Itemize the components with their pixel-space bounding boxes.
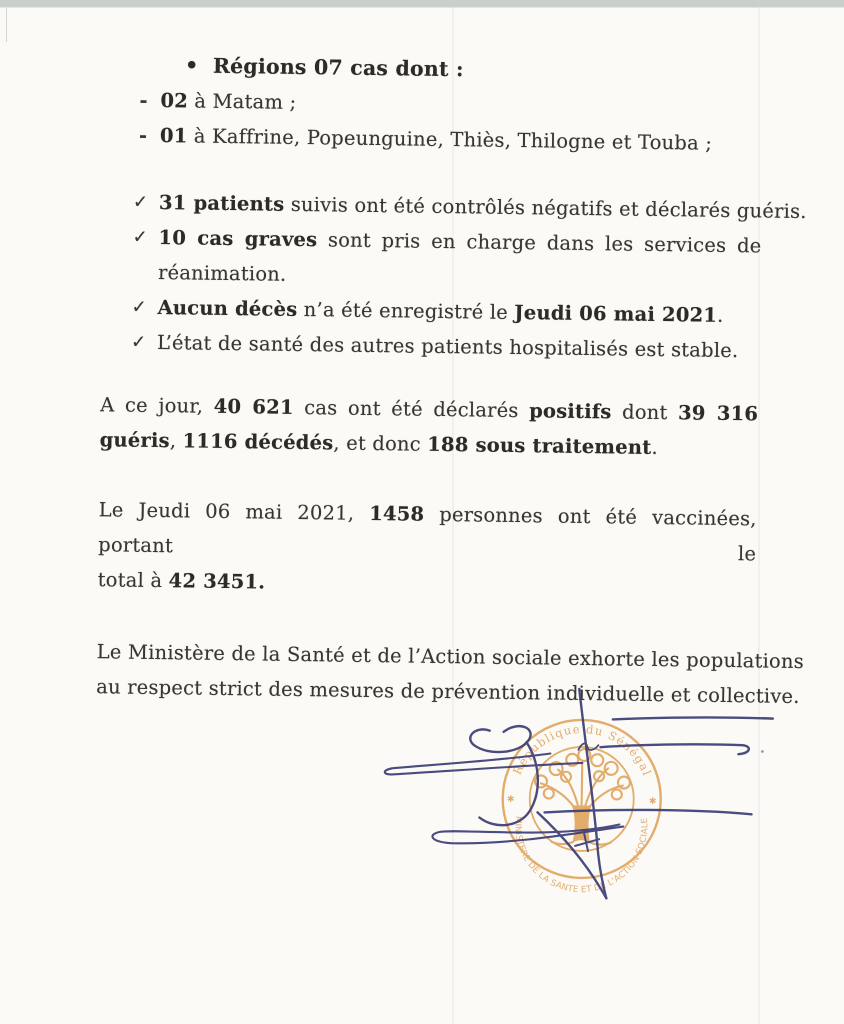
text-run: cas ont été déclarés [293,395,530,423]
signature-block [376,679,803,917]
text-run: Jeudi 06 mai 2021 [514,300,718,327]
text-run: dont [611,400,679,425]
text-run: 40 621 [213,394,294,419]
check-item-etat-stable [130,325,760,368]
check-icon: ✓ [132,226,148,248]
text-run: réanimation. [157,260,287,286]
text-run: suivis ont été contrôlés négatifs et déclarés guéris. [284,192,807,224]
text-run: 31 patients [158,191,285,216]
dash-icon: - [138,123,148,147]
paragraph-totals [99,387,758,466]
text-run: . [651,435,658,459]
check-icon: ✓ [131,296,147,318]
text-run: 188 sous traitement [427,432,652,459]
text-run: Régions 07 cas dont : [212,53,464,82]
text-run: personnes ont été vaccinées, portant le [98,502,757,566]
text-run: à Matam ; [187,89,297,114]
text-run: , et donc [333,431,428,456]
check-icon: ✓ [132,191,149,213]
text-run: Aucun décès [157,295,298,321]
text-run: 10 cas graves [158,225,318,252]
text-run: au respect strict des mesures de prévention individuelle et collective. [96,675,800,708]
ink-dot [761,750,764,753]
text-line [130,325,760,368]
text-run: 42 3451. [168,569,266,594]
text-run: . [716,303,724,327]
bullet-icon: • [184,52,199,78]
text-run: , [169,429,183,453]
text-run: sont pris en charge dans les services de [317,228,762,258]
text-run: 1116 décédés [182,429,334,455]
stamp-top-arc-text: République du Sénégal [509,721,655,779]
document-body [0,46,844,715]
text-run: guéris [99,428,170,453]
text-run: à Kaffrine, Popeunguine, Thiès, Thilogne et Touba ; [187,124,713,155]
check-item-cas-graves [132,220,762,298]
text-run: A ce jour, [100,393,214,418]
stamp-star-icon: ✱ [648,796,657,808]
text-run: positifs [529,399,612,424]
stamp-bottom-arc-text: MINISTERE DE LA SANTE ET DE L'ACTION SOCIALE [512,815,651,896]
dash-icon: - [139,88,148,112]
text-run: L’état de santé des autres patients hospitalisés est stable. [156,330,739,363]
text-line [98,492,757,571]
check-icon: ✓ [130,331,147,353]
paragraph-vaccination [97,492,756,606]
stamp-and-signature-graphic [376,679,803,917]
text-run: total à [97,568,169,593]
signature-ink [383,686,773,900]
text-run: 1458 [369,501,425,526]
text-run: Le Ministère de la Santé et de l’Action sociale exhorte les populations [96,640,805,674]
text-run: 39 316 [677,401,759,426]
text-run: 02 [160,89,189,113]
text-run: n’a été enregistré le [297,297,515,324]
text-run: Le Jeudi 06 mai 2021, [98,498,370,525]
stamp-star-icon: ✱ [506,794,515,806]
text-run: 01 [159,124,188,148]
